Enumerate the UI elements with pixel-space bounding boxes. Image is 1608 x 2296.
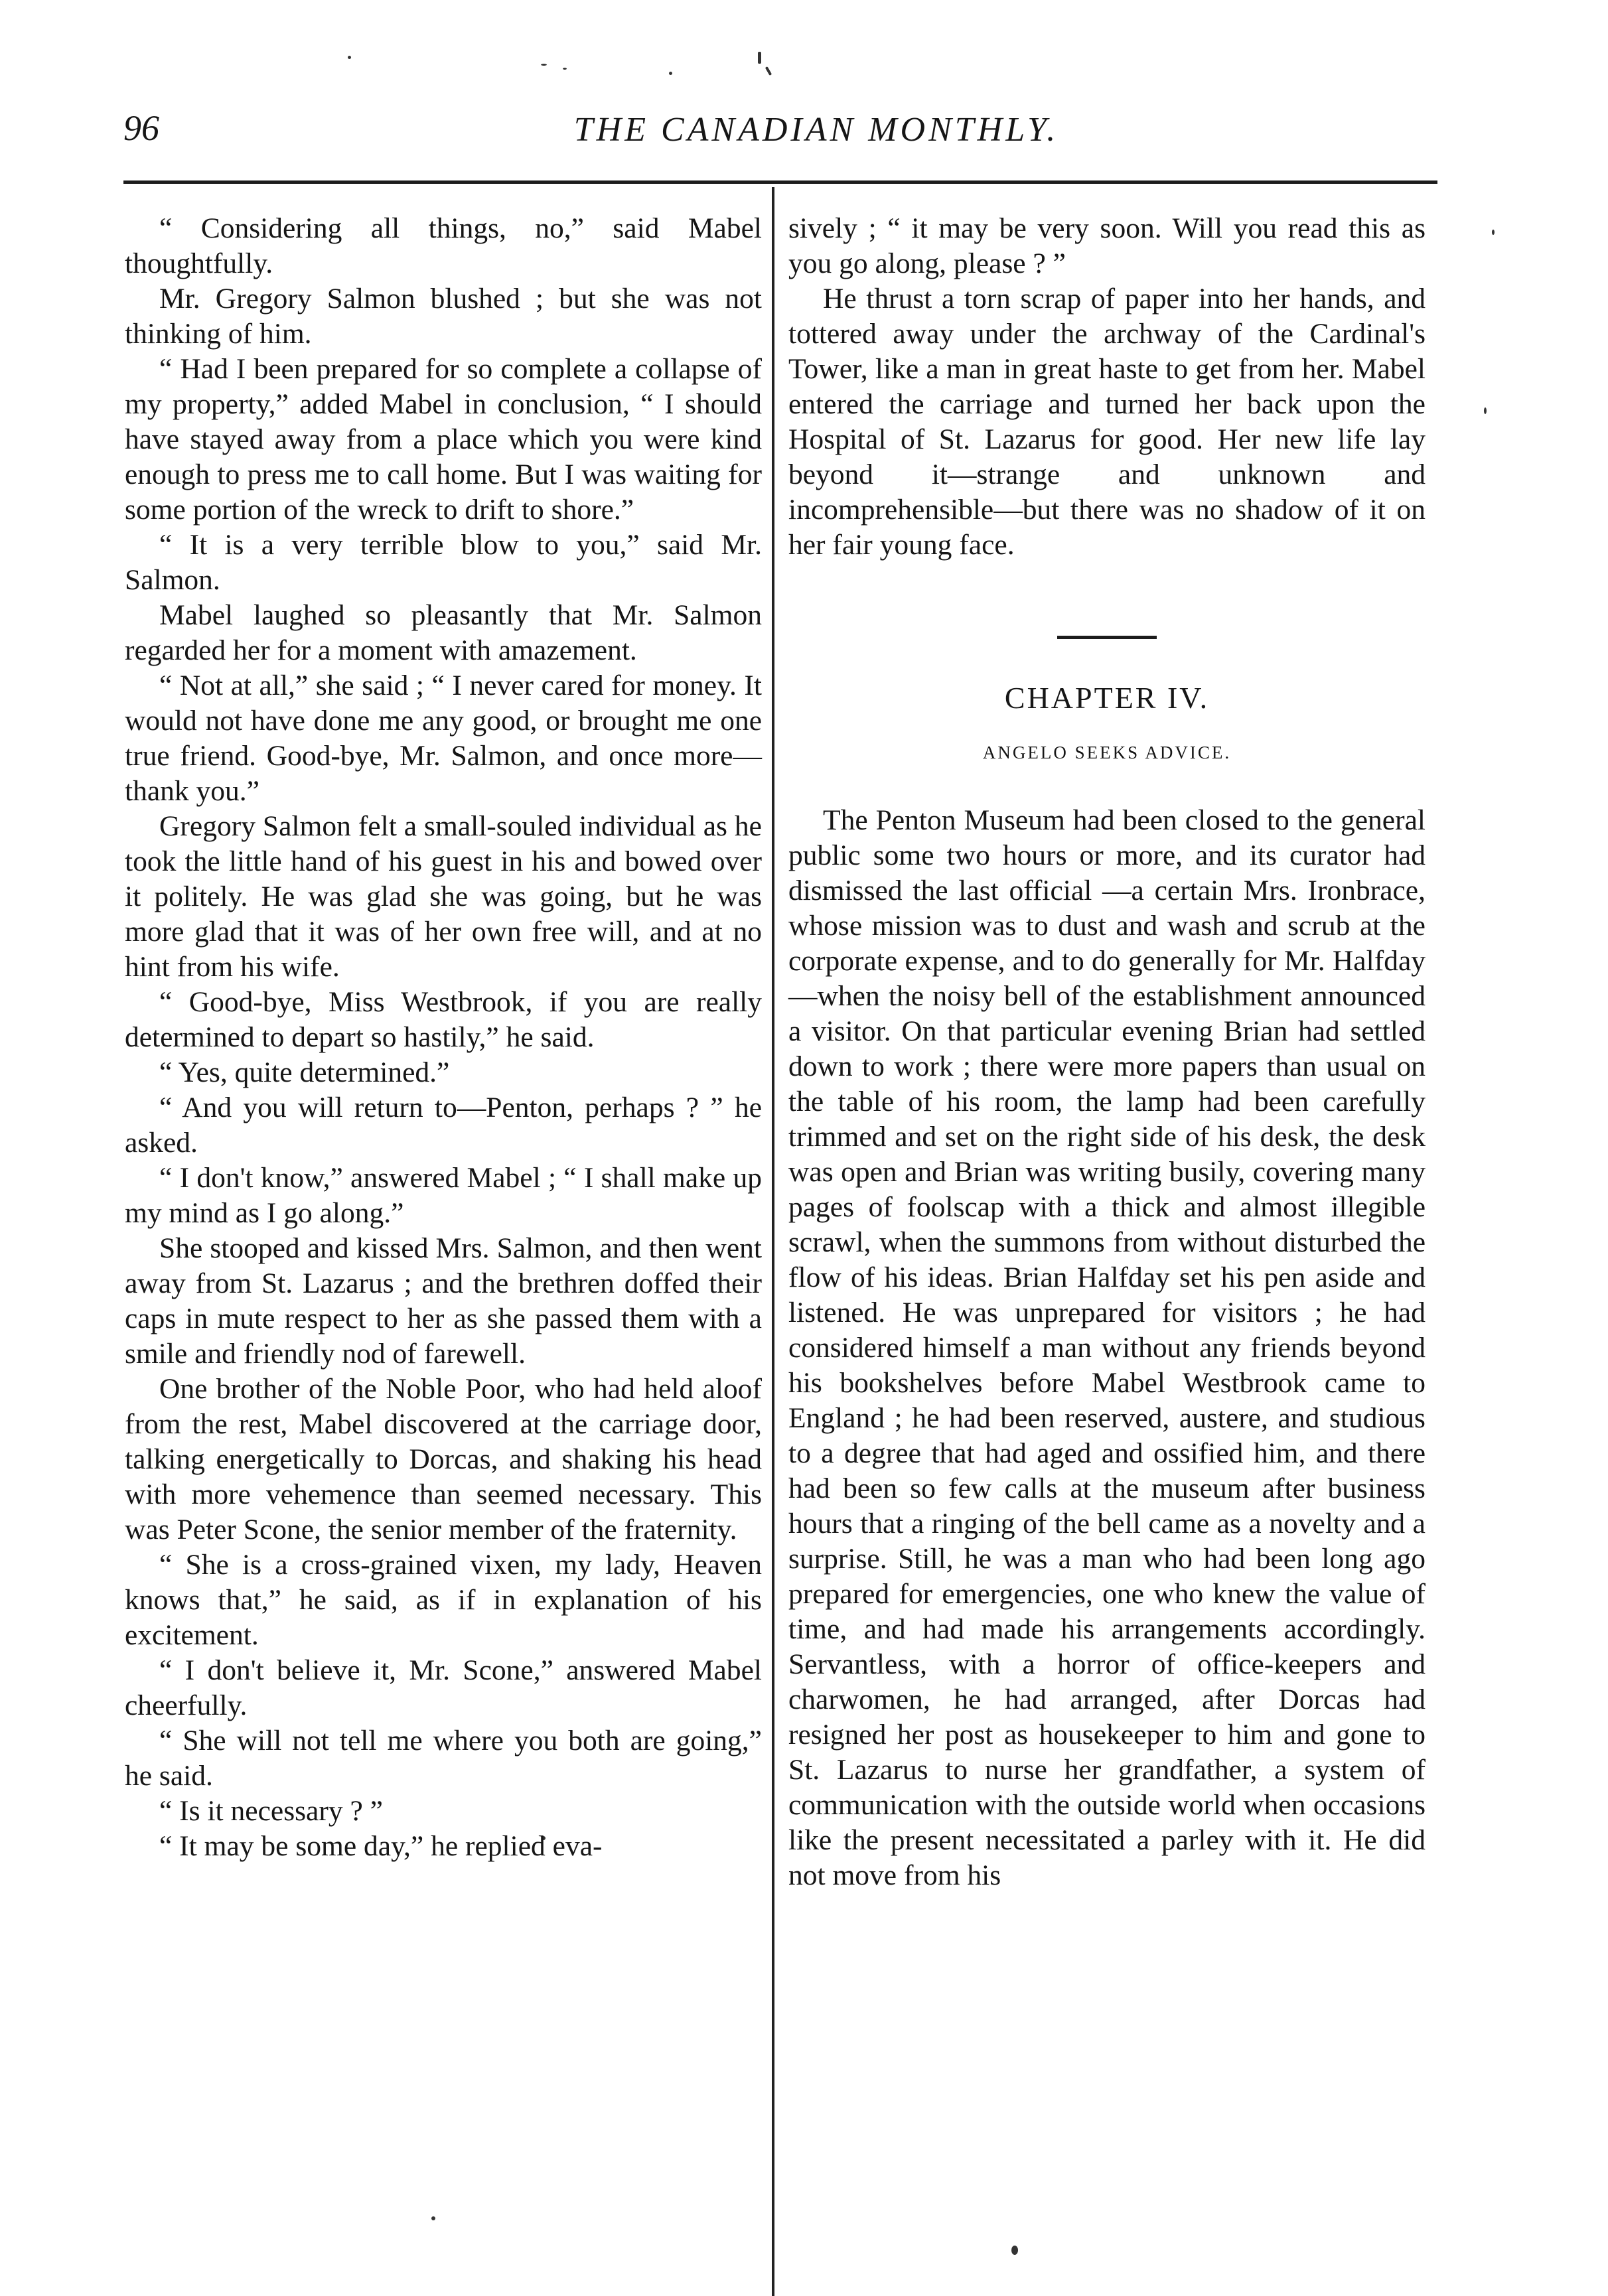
paragraph: “ I don't believe it, Mr. Scone,” answered Mabel cheerfully. [125,1654,762,1721]
paragraph: “ It may be some day,” he replied eva- [159,1830,603,1862]
paragraph: “ Considering all things, no,” said Mabel thoughtfully. [125,212,762,279]
paragraph: She stooped and kissed Mrs. Salmon, and then went away from St. Lazarus ; and the brethren doffed their caps in mute respect to her as she passed them with a smile and friendly nod of farewell. [125,1232,762,1370]
paragraph-continued: sively ; “ it may be very soon. Will you read this as you go along, please ? ” [788,212,1425,279]
paragraph: “ I don't know,” answered Mabel ; “ I shall make up my mind as I go along.” [125,1162,762,1229]
ink-speck [1492,230,1495,235]
paragraph: “ She will not tell me where you both are going,” he said. [125,1725,762,1792]
paragraph: “ Good-bye, Miss Westbrook, if you are really determined to depart so hastily,” he said. [125,986,762,1053]
paragraph: “ Had I been prepared for so complete a collapse of my property,” added Mabel in conclusion, “ I should have stayed away from a place which you were kind enough to press me to call home. But I was waiting for some portion of the wreck to drift to shore.” [125,353,762,526]
paragraph: “ And you will return to—Penton, perhaps ? ” he asked. [125,1092,762,1159]
paragraph: Gregory Salmon felt a small-souled individual as he took the little hand of his guest in his and bowed over it politely. He was glad she was going, but he was more glad that it was of her own free will, and at no hint from his wife. [125,810,762,983]
ink-speck [563,68,567,70]
ink-speck [431,2216,435,2220]
paragraph: “ She is a cross-grained vixen, my lady, Heaven knows that,” he said, as if in explanation of his excitement. [125,1549,762,1651]
paragraph: The Penton Museum had been closed to the general public some two hours or more, and its curator had dismissed the last official —a certain Mrs. Ironbrace, whose mission was to dust and wash and scrub at the corporate expense, and to do generally for Mr. Halfday—when the noisy bell of the establishment announced a visitor. On that particular evening Brian had settled down to work ; there were more papers than usual on the table of his room, the lamp had been carefully trimmed and set on the right side of his desk, the desk was open and Brian was writing busily, covering many pages of foolscap with a thick and almost illegible scrawl, when the summons from without disturbed the flow of his ideas. Brian Halfday set his pen aside and listened. He was unprepared for visitors ; he had considered himself a man without any friends beyond his bookshelves before Mabel Westbrook came to England ; he had been reserved, austere, and studious to a degree that had aged and ossified him, and there had been so few calls at the museum after business hours that a ringing of the bell came as a novelty and a surprise. Still, he was a man who had been long ago prepared for emergencies, one who knew the value of time, and had made his arrangements accordingly. Servantless, with a horror of office-keepers and charwomen, he had arranged, after Dorcas had resigned her post as housekeeper to him and gone to St. Lazarus to nurse her grandfather, a system of communication with the outside world when occasions like the present necessitated a parley with it. He did not move from his [788,804,1425,1891]
ink-speck [1011,2246,1018,2255]
page-number: 96 [123,108,159,148]
ink-speck [758,52,761,64]
right-column [788,211,1425,1893]
left-column [125,211,762,1864]
ink-speck [1484,407,1487,414]
running-title: THE CANADIAN MONTHLY. [573,111,1059,149]
ink-speck [765,66,772,76]
paragraph: “ Yes, quite determined.” [159,1056,450,1088]
ink-speck [348,56,351,59]
paragraph: Mr. Gregory Salmon blushed ; but she was not thinking of him. [125,283,762,350]
paragraph: “ It is a very terrible blow to you,” said Mr. Salmon. [125,529,762,596]
chapter-title: CHAPTER IV. [1004,681,1210,715]
ink-speck [669,72,672,75]
chapter-subtitle: ANGELO SEEKS ADVICE. [982,743,1232,762]
paragraph: One brother of the Noble Poor, who had held aloof from the rest, Mabel discovered at the carriage door, talking energetically to Dorcas, and shaking his head with more vehemence than seemed necessary. This was Peter Scone, the senior member of the fraternity. [125,1373,762,1545]
column-divider [772,187,774,2296]
paragraph: “ Not at all,” she said ; “ I never cared for money. It would not have done me any good, or brought me one true friend. Good-bye, Mr. Salmon, and once more—thank you.” [125,670,762,807]
paragraph: Mabel laughed so pleasantly that Mr. Salmon regarded her for a moment with amazement. [125,599,762,666]
paragraph: He thrust a torn scrap of paper into her hands, and tottered away under the archway of the Cardinal's Tower, like a man in great haste to get from her. Mabel entered the carriage and turned her back upon the Hospital of St. Lazarus for good. Her new life lay beyond it—strange and unknown and incomprehensible—but there was no shadow of it on her fair young face. [788,283,1425,561]
chapter-separator-rule [1057,636,1157,639]
paragraph: “ Is it necessary ? ” [159,1795,383,1827]
ink-speck [541,64,547,66]
header-rule [123,180,1437,184]
